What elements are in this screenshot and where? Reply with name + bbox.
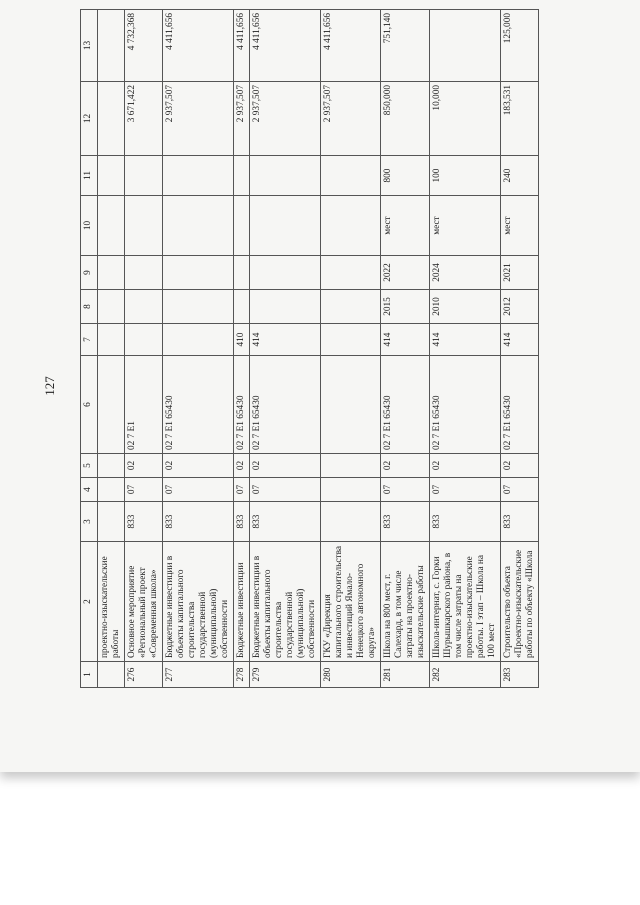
table-cell: 833 [125,502,163,542]
table-cell: проектно-изыскательские работы [98,542,125,662]
table-cell [163,290,234,324]
table-cell: 07 [163,478,234,502]
table-cell: Бюджетные инвестиции [234,542,250,662]
column-header: 2 [81,542,98,662]
column-header: 10 [81,196,98,256]
table-cell: 4 411,656 [163,10,234,82]
table-cell: 4 732,368 [125,10,163,82]
table-cell [234,290,250,324]
table-cell [125,156,163,196]
table-cell: 2015 [381,290,430,324]
table-cell: 02 7 E1 [125,356,163,454]
column-header: 4 [81,478,98,502]
table-cell: 414 [250,324,321,356]
table-row [163,10,234,688]
table-cell [125,196,163,256]
table-cell [321,454,381,478]
table-row [381,10,430,688]
table-cell: 3 671,422 [125,82,163,156]
column-header: 5 [81,454,98,478]
table-cell [163,256,234,290]
table-cell: 10,000 [430,82,501,156]
table-cell: 02 7 E1 65430 [381,356,430,454]
table-cell: 276 [125,662,163,688]
table-cell [98,156,125,196]
table-cell [98,290,125,324]
table-cell [98,454,125,478]
table-cell: Бюджетные инвестиции в объекты капитального строительства государственной (муниципальной) собственности [250,542,321,662]
table-cell: ГКУ «Дирекция капитального строительства и инвестиций Ямало-Ненецкого автономного округа» [321,542,381,662]
table-cell: 125,000 [501,10,539,82]
table-cell: 2 937,507 [250,82,321,156]
table-cell: 833 [250,502,321,542]
table-cell: 02 [501,454,539,478]
table-cell: 2021 [501,256,539,290]
table-cell: 751,140 [381,10,430,82]
table-cell: 277 [163,662,234,688]
table-cell [98,478,125,502]
table-cell: 183,531 [501,82,539,156]
table-cell: мест [381,196,430,256]
table-cell [98,356,125,454]
table-cell [163,196,234,256]
table-cell [234,256,250,290]
table-cell: 2024 [430,256,501,290]
table-row [98,10,125,688]
table-cell: 07 [250,478,321,502]
table-cell: 2 937,507 [321,82,381,156]
table-cell [234,196,250,256]
table-cell: Строительство объекта «Проектно-изыскательские работы по объекту «Школа [501,542,539,662]
page-number: 127 [41,376,57,396]
table-cell [250,156,321,196]
table-cell [98,256,125,290]
rotated-table-container [80,10,600,688]
table-cell [234,156,250,196]
table-cell: 278 [234,662,250,688]
table-cell: 410 [234,324,250,356]
table-cell: 2 937,507 [163,82,234,156]
table-cell [163,156,234,196]
column-header: 6 [81,356,98,454]
column-header: 9 [81,256,98,290]
table-row [321,10,381,688]
table-cell: 283 [501,662,539,688]
table-cell [321,324,381,356]
table-cell: Основное мероприятие «Региональный проект «Современная школа» [125,542,163,662]
table-cell: 2010 [430,290,501,324]
table-cell: 02 [250,454,321,478]
table-cell: 02 [430,454,501,478]
table-cell [430,10,501,82]
table-cell [98,82,125,156]
table-cell: 02 [381,454,430,478]
table-cell: мест [430,196,501,256]
table-cell: 279 [250,662,321,688]
table-cell [98,196,125,256]
table-cell: 833 [381,502,430,542]
table-cell: 02 [163,454,234,478]
table-cell: 02 7 E1 65430 [430,356,501,454]
table-cell [321,196,381,256]
table-cell: 4 411,656 [321,10,381,82]
table-cell: Школа-интернат, с. Горки Шурышкарского района, в том числе затраты на проектно-изыскательские работы. I этап – Школа на 100 мест [430,542,501,662]
table-cell: 4 411,656 [250,10,321,82]
table-cell: 800 [381,156,430,196]
table-cell [98,324,125,356]
table-cell: 4 411,656 [234,10,250,82]
table-cell [321,478,381,502]
table-cell [163,324,234,356]
table-cell: 2022 [381,256,430,290]
table-cell: 282 [430,662,501,688]
table-cell [98,502,125,542]
column-header: 12 [81,82,98,156]
table-cell: 100 [430,156,501,196]
table-cell [125,324,163,356]
table-row [125,10,163,688]
table-cell: 2 937,507 [234,82,250,156]
table-cell: 07 [381,478,430,502]
table-cell: 2012 [501,290,539,324]
table-cell: 02 7 E1 65430 [163,356,234,454]
table-cell: 414 [501,324,539,356]
table-cell: 02 [234,454,250,478]
table-row [430,10,501,688]
table-row [234,10,250,688]
column-header: 7 [81,324,98,356]
table-cell: 02 7 E1 65430 [501,356,539,454]
table-cell [321,502,381,542]
table-cell: 02 [125,454,163,478]
table-cell: 833 [234,502,250,542]
table-cell: 281 [381,662,430,688]
table-cell: 833 [163,502,234,542]
table-cell [250,196,321,256]
table-cell: 07 [234,478,250,502]
budget-table [80,9,539,688]
table-cell [250,256,321,290]
table-cell: Бюджетные инвестиции в объекты капитального строительства государственной (муниципальной) собственности [163,542,234,662]
table-cell: 850,000 [381,82,430,156]
table-cell: 833 [501,502,539,542]
table-cell [98,662,125,688]
table-cell [321,256,381,290]
column-header: 1 [81,662,98,688]
column-header: 13 [81,10,98,82]
table-cell [98,10,125,82]
table-cell: 07 [430,478,501,502]
table-cell: 07 [501,478,539,502]
table-cell [125,256,163,290]
table-cell [321,356,381,454]
table-row [250,10,321,688]
table-cell: мест [501,196,539,256]
table-cell: 240 [501,156,539,196]
table-cell [250,290,321,324]
table-cell: Школа на 800 мест, г. Салехард, в том числе затраты на проектно-изыскательские работы [381,542,430,662]
table-cell: 833 [430,502,501,542]
column-header: 3 [81,502,98,542]
column-header: 8 [81,290,98,324]
table-cell: 02 7 E1 65430 [234,356,250,454]
table-cell: 02 7 E1 65430 [250,356,321,454]
table-cell [321,290,381,324]
table-cell [321,156,381,196]
table-cell: 280 [321,662,381,688]
table-cell: 414 [430,324,501,356]
table-header-row [81,10,98,688]
table-cell [125,290,163,324]
table-cell: 07 [125,478,163,502]
column-header: 11 [81,156,98,196]
table-cell: 414 [381,324,430,356]
table-row [501,10,539,688]
